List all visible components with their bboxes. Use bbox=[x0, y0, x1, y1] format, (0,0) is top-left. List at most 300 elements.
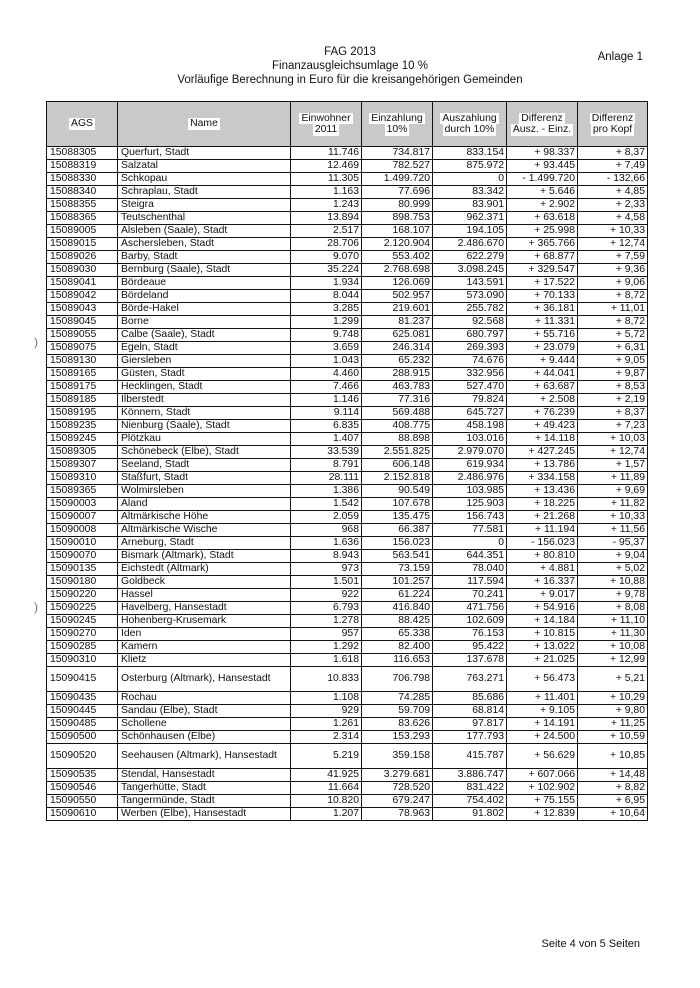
cell-ags: 15089005 bbox=[47, 225, 118, 238]
cell-einwohner: 10.820 bbox=[291, 795, 362, 808]
cell-einwohner: 1.501 bbox=[291, 576, 362, 589]
cell-ags: 15088330 bbox=[47, 173, 118, 186]
cell-name: Stendal, Hansestadt bbox=[118, 769, 291, 782]
cell-einzahlung: 625.081 bbox=[362, 329, 433, 342]
cell-differenz: + 11.194 bbox=[507, 524, 578, 537]
table-row bbox=[47, 394, 648, 407]
cell-einwohner: 6.835 bbox=[291, 420, 362, 433]
table-row bbox=[47, 769, 648, 782]
table-row bbox=[47, 602, 648, 615]
cell-differenz: + 75.155 bbox=[507, 795, 578, 808]
cell-einzahlung: 359.158 bbox=[362, 744, 433, 769]
cell-auszahlung: 622.279 bbox=[433, 251, 507, 264]
table-row bbox=[47, 511, 648, 524]
cell-einwohner: 2.314 bbox=[291, 731, 362, 744]
column-header-differenz: Differenz Ausz. - Einz. bbox=[507, 102, 578, 147]
cell-ags: 15089026 bbox=[47, 251, 118, 264]
column-header-pro-kopf: Differenz pro Kopf bbox=[578, 102, 648, 147]
cell-ags: 15089030 bbox=[47, 264, 118, 277]
table-row bbox=[47, 212, 648, 225]
cell-auszahlung: 644.351 bbox=[433, 550, 507, 563]
cell-pro-kopf: + 8,08 bbox=[578, 602, 648, 615]
cell-differenz: + 49.423 bbox=[507, 420, 578, 433]
cell-ags: 15089075 bbox=[47, 342, 118, 355]
cell-ags: 15090007 bbox=[47, 511, 118, 524]
cell-einzahlung: 219.601 bbox=[362, 303, 433, 316]
cell-pro-kopf: + 10,33 bbox=[578, 225, 648, 238]
scan-mark-parenthesis: ) bbox=[34, 335, 38, 349]
cell-auszahlung: 95.422 bbox=[433, 641, 507, 654]
cell-auszahlung: 875.972 bbox=[433, 160, 507, 173]
cell-pro-kopf: + 9,80 bbox=[578, 705, 648, 718]
cell-differenz: + 70.133 bbox=[507, 290, 578, 303]
cell-name: Sandau (Elbe), Stadt bbox=[118, 705, 291, 718]
cell-name: Börde-Hakel bbox=[118, 303, 291, 316]
cell-name: Barby, Stadt bbox=[118, 251, 291, 264]
cell-einwohner: 13.894 bbox=[291, 212, 362, 225]
table-row bbox=[47, 199, 648, 212]
cell-differenz: + 63.687 bbox=[507, 381, 578, 394]
cell-name: Egeln, Stadt bbox=[118, 342, 291, 355]
cell-einzahlung: 83.626 bbox=[362, 718, 433, 731]
cell-einzahlung: 2.120.904 bbox=[362, 238, 433, 251]
cell-name: Staßfurt, Stadt bbox=[118, 472, 291, 485]
cell-differenz: + 9.444 bbox=[507, 355, 578, 368]
cell-auszahlung: 102.609 bbox=[433, 615, 507, 628]
cell-name: Werben (Elbe), Hansestadt bbox=[118, 808, 291, 821]
cell-pro-kopf: + 7,59 bbox=[578, 251, 648, 264]
cell-pro-kopf: + 11,01 bbox=[578, 303, 648, 316]
cell-pro-kopf: + 10,85 bbox=[578, 744, 648, 769]
cell-auszahlung: 78.040 bbox=[433, 563, 507, 576]
table-row bbox=[47, 563, 648, 576]
cell-einwohner: 1.261 bbox=[291, 718, 362, 731]
table-row bbox=[47, 368, 648, 381]
cell-einzahlung: 782.527 bbox=[362, 160, 433, 173]
cell-differenz: + 21.268 bbox=[507, 511, 578, 524]
table-row bbox=[47, 667, 648, 692]
cell-auszahlung: 137.678 bbox=[433, 654, 507, 667]
cell-ags: 15090415 bbox=[47, 667, 118, 692]
cell-auszahlung: 619.934 bbox=[433, 459, 507, 472]
cell-name: Hecklingen, Stadt bbox=[118, 381, 291, 394]
cell-einzahlung: 2.768.698 bbox=[362, 264, 433, 277]
cell-einwohner: 11.746 bbox=[291, 147, 362, 160]
table-row bbox=[47, 472, 648, 485]
cell-pro-kopf: + 8,72 bbox=[578, 316, 648, 329]
cell-ags: 15090180 bbox=[47, 576, 118, 589]
cell-differenz: + 56.629 bbox=[507, 744, 578, 769]
cell-auszahlung: 0 bbox=[433, 537, 507, 550]
cell-ags: 15089041 bbox=[47, 277, 118, 290]
cell-differenz: + 21.025 bbox=[507, 654, 578, 667]
cell-name: Bördeland bbox=[118, 290, 291, 303]
cell-auszahlung: 415.787 bbox=[433, 744, 507, 769]
cell-pro-kopf: + 8,82 bbox=[578, 782, 648, 795]
cell-auszahlung: 0 bbox=[433, 173, 507, 186]
table-row bbox=[47, 459, 648, 472]
cell-pro-kopf: + 9,69 bbox=[578, 485, 648, 498]
cell-pro-kopf: + 10,03 bbox=[578, 433, 648, 446]
cell-ags: 15089195 bbox=[47, 407, 118, 420]
cell-ags: 15089310 bbox=[47, 472, 118, 485]
cell-pro-kopf: + 4,58 bbox=[578, 212, 648, 225]
cell-ags: 15090270 bbox=[47, 628, 118, 641]
cell-ags: 15090285 bbox=[47, 641, 118, 654]
cell-auszahlung: 143.591 bbox=[433, 277, 507, 290]
cell-einwohner: 1.108 bbox=[291, 692, 362, 705]
cell-name: Steigra bbox=[118, 199, 291, 212]
cell-einzahlung: 77.696 bbox=[362, 186, 433, 199]
cell-differenz: + 334.158 bbox=[507, 472, 578, 485]
cell-auszahlung: 70.241 bbox=[433, 589, 507, 602]
cell-pro-kopf: + 11,30 bbox=[578, 628, 648, 641]
cell-differenz: + 25.998 bbox=[507, 225, 578, 238]
cell-pro-kopf: + 6,95 bbox=[578, 795, 648, 808]
cell-einwohner: 33.539 bbox=[291, 446, 362, 459]
cell-pro-kopf: + 10,88 bbox=[578, 576, 648, 589]
table-row bbox=[47, 808, 648, 821]
cell-name: Aland bbox=[118, 498, 291, 511]
table-row bbox=[47, 692, 648, 705]
table-row bbox=[47, 277, 648, 290]
cell-name: Goldbeck bbox=[118, 576, 291, 589]
cell-differenz: + 13.022 bbox=[507, 641, 578, 654]
cell-name: Plötzkau bbox=[118, 433, 291, 446]
cell-auszahlung: 2.979.070 bbox=[433, 446, 507, 459]
cell-auszahlung: 103.016 bbox=[433, 433, 507, 446]
cell-einzahlung: 606.148 bbox=[362, 459, 433, 472]
cell-name: Schönhausen (Elbe) bbox=[118, 731, 291, 744]
cell-einzahlung: 2.152.818 bbox=[362, 472, 433, 485]
cell-auszahlung: 91.802 bbox=[433, 808, 507, 821]
cell-einzahlung: 135.475 bbox=[362, 511, 433, 524]
cell-name: Salzatal bbox=[118, 160, 291, 173]
cell-einzahlung: 288.915 bbox=[362, 368, 433, 381]
cell-differenz: + 93.445 bbox=[507, 160, 578, 173]
cell-ags: 15089043 bbox=[47, 303, 118, 316]
cell-ags: 15090225 bbox=[47, 602, 118, 615]
cell-differenz: + 11.331 bbox=[507, 316, 578, 329]
column-header-einzahlung: Einzahlung 10% bbox=[362, 102, 433, 147]
cell-ags: 15090003 bbox=[47, 498, 118, 511]
cell-name: Schraplau, Stadt bbox=[118, 186, 291, 199]
cell-einzahlung: 408.775 bbox=[362, 420, 433, 433]
cell-einzahlung: 3.279.681 bbox=[362, 769, 433, 782]
table-row bbox=[47, 381, 648, 394]
cell-differenz: + 427.245 bbox=[507, 446, 578, 459]
cell-einwohner: 35.224 bbox=[291, 264, 362, 277]
table-row bbox=[47, 316, 648, 329]
column-header-ags: AGS bbox=[47, 102, 118, 147]
cell-pro-kopf: + 2,19 bbox=[578, 394, 648, 407]
cell-auszahlung: 573.090 bbox=[433, 290, 507, 303]
cell-einzahlung: 88.898 bbox=[362, 433, 433, 446]
cell-pro-kopf: + 6,31 bbox=[578, 342, 648, 355]
cell-einzahlung: 88.425 bbox=[362, 615, 433, 628]
cell-ags: 15090610 bbox=[47, 808, 118, 821]
cell-ags: 15090550 bbox=[47, 795, 118, 808]
table-row bbox=[47, 407, 648, 420]
table-row bbox=[47, 589, 648, 602]
cell-auszahlung: 332.956 bbox=[433, 368, 507, 381]
column-header-auszahlung: Auszahlung durch 10% bbox=[433, 102, 507, 147]
cell-differenz: + 9.105 bbox=[507, 705, 578, 718]
cell-ags: 15089245 bbox=[47, 433, 118, 446]
cell-ags: 15090485 bbox=[47, 718, 118, 731]
cell-ags: 15089042 bbox=[47, 290, 118, 303]
cell-auszahlung: 92.568 bbox=[433, 316, 507, 329]
cell-name: Bismark (Altmark), Stadt bbox=[118, 550, 291, 563]
cell-name: Querfurt, Stadt bbox=[118, 147, 291, 160]
scan-mark-parenthesis: ) bbox=[34, 600, 38, 614]
cell-differenz: + 24.500 bbox=[507, 731, 578, 744]
cell-pro-kopf: - 95,37 bbox=[578, 537, 648, 550]
cell-einzahlung: 168.107 bbox=[362, 225, 433, 238]
cell-pro-kopf: + 8,37 bbox=[578, 407, 648, 420]
cell-differenz: + 10.815 bbox=[507, 628, 578, 641]
cell-einzahlung: 502.957 bbox=[362, 290, 433, 303]
cell-name: Hohenberg-Krusemark bbox=[118, 615, 291, 628]
cell-einwohner: 2.059 bbox=[291, 511, 362, 524]
cell-ags: 15088319 bbox=[47, 160, 118, 173]
table-row bbox=[47, 446, 648, 459]
cell-einwohner: 3.659 bbox=[291, 342, 362, 355]
cell-einwohner: 1.146 bbox=[291, 394, 362, 407]
cell-pro-kopf: + 14,48 bbox=[578, 769, 648, 782]
cell-einzahlung: 116.653 bbox=[362, 654, 433, 667]
cell-name: Schkopau bbox=[118, 173, 291, 186]
table-row bbox=[47, 576, 648, 589]
table-row bbox=[47, 744, 648, 769]
cell-name: Tangerhütte, Stadt bbox=[118, 782, 291, 795]
cell-einwohner: 1.243 bbox=[291, 199, 362, 212]
cell-auszahlung: 2.486.976 bbox=[433, 472, 507, 485]
cell-einzahlung: 563.541 bbox=[362, 550, 433, 563]
cell-einwohner: 6.793 bbox=[291, 602, 362, 615]
cell-einzahlung: 73.159 bbox=[362, 563, 433, 576]
cell-pro-kopf: + 11,10 bbox=[578, 615, 648, 628]
cell-name: Rochau bbox=[118, 692, 291, 705]
cell-differenz: + 14.118 bbox=[507, 433, 578, 446]
cell-name: Kamern bbox=[118, 641, 291, 654]
cell-ags: 15090445 bbox=[47, 705, 118, 718]
cell-einzahlung: 82.400 bbox=[362, 641, 433, 654]
cell-einzahlung: 59.709 bbox=[362, 705, 433, 718]
cell-einzahlung: 463.783 bbox=[362, 381, 433, 394]
cell-auszahlung: 527.470 bbox=[433, 381, 507, 394]
cell-einzahlung: 77.316 bbox=[362, 394, 433, 407]
cell-einzahlung: 553.402 bbox=[362, 251, 433, 264]
cell-pro-kopf: + 10,33 bbox=[578, 511, 648, 524]
cell-einzahlung: 416.840 bbox=[362, 602, 433, 615]
cell-pro-kopf: + 12,74 bbox=[578, 446, 648, 459]
table-row bbox=[47, 186, 648, 199]
cell-name: Seehausen (Altmark), Hansestadt bbox=[118, 744, 291, 769]
table-row bbox=[47, 251, 648, 264]
cell-einwohner: 9.070 bbox=[291, 251, 362, 264]
cell-einwohner: 1.292 bbox=[291, 641, 362, 654]
cell-differenz: + 5.646 bbox=[507, 186, 578, 199]
cell-auszahlung: 269.393 bbox=[433, 342, 507, 355]
cell-differenz: + 102.902 bbox=[507, 782, 578, 795]
cell-ags: 15088355 bbox=[47, 199, 118, 212]
cell-pro-kopf: + 5,72 bbox=[578, 329, 648, 342]
cell-name: Aschersleben, Stadt bbox=[118, 238, 291, 251]
cell-pro-kopf: + 9,06 bbox=[578, 277, 648, 290]
cell-einwohner: 1.618 bbox=[291, 654, 362, 667]
cell-einwohner: 1.407 bbox=[291, 433, 362, 446]
cell-name: Könnern, Stadt bbox=[118, 407, 291, 420]
finanzausgleich-table bbox=[46, 101, 648, 821]
cell-ags: 15090008 bbox=[47, 524, 118, 537]
table-row bbox=[47, 550, 648, 563]
cell-einzahlung: 126.069 bbox=[362, 277, 433, 290]
cell-auszahlung: 680.797 bbox=[433, 329, 507, 342]
cell-auszahlung: 962.371 bbox=[433, 212, 507, 225]
cell-name: Teutschenthal bbox=[118, 212, 291, 225]
cell-differenz: + 63.618 bbox=[507, 212, 578, 225]
cell-auszahlung: 255.782 bbox=[433, 303, 507, 316]
cell-ags: 15089130 bbox=[47, 355, 118, 368]
title-umlage: Finanzausgleichsumlage 10 % bbox=[272, 60, 428, 72]
cell-ags: 15090520 bbox=[47, 744, 118, 769]
cell-einzahlung: 61.224 bbox=[362, 589, 433, 602]
table-row bbox=[47, 795, 648, 808]
cell-auszahlung: 3.098.245 bbox=[433, 264, 507, 277]
cell-name: Tangermünde, Stadt bbox=[118, 795, 291, 808]
title-description: Vorläufige Berechnung in Euro für die kreisangehörigen Gemeinden bbox=[177, 74, 523, 86]
cell-name: Klietz bbox=[118, 654, 291, 667]
table-row bbox=[47, 342, 648, 355]
cell-differenz: + 11.401 bbox=[507, 692, 578, 705]
cell-ags: 15089305 bbox=[47, 446, 118, 459]
cell-auszahlung: 645.727 bbox=[433, 407, 507, 420]
cell-name: Osterburg (Altmark), Hansestadt bbox=[118, 667, 291, 692]
cell-differenz: + 329.547 bbox=[507, 264, 578, 277]
cell-einzahlung: 569.488 bbox=[362, 407, 433, 420]
table-row bbox=[47, 290, 648, 303]
cell-differenz: + 9.017 bbox=[507, 589, 578, 602]
cell-pro-kopf: + 11,56 bbox=[578, 524, 648, 537]
cell-auszahlung: 83.901 bbox=[433, 199, 507, 212]
table-row bbox=[47, 238, 648, 251]
cell-einwohner: 7.466 bbox=[291, 381, 362, 394]
cell-pro-kopf: + 9,78 bbox=[578, 589, 648, 602]
cell-ags: 15089165 bbox=[47, 368, 118, 381]
cell-pro-kopf: + 11,82 bbox=[578, 498, 648, 511]
cell-ags: 15089015 bbox=[47, 238, 118, 251]
cell-einwohner: 1.299 bbox=[291, 316, 362, 329]
cell-einzahlung: 728.520 bbox=[362, 782, 433, 795]
cell-differenz: + 4.881 bbox=[507, 563, 578, 576]
cell-pro-kopf: + 2,33 bbox=[578, 199, 648, 212]
cell-einzahlung: 107.678 bbox=[362, 498, 433, 511]
cell-einzahlung: 66.387 bbox=[362, 524, 433, 537]
cell-name: Nienburg (Saale), Stadt bbox=[118, 420, 291, 433]
cell-differenz: + 55.716 bbox=[507, 329, 578, 342]
cell-einzahlung: 1.499.720 bbox=[362, 173, 433, 186]
cell-einzahlung: 706.798 bbox=[362, 667, 433, 692]
cell-differenz: + 12.839 bbox=[507, 808, 578, 821]
cell-ags: 15089307 bbox=[47, 459, 118, 472]
cell-einwohner: 973 bbox=[291, 563, 362, 576]
cell-einwohner: 929 bbox=[291, 705, 362, 718]
cell-einzahlung: 90.549 bbox=[362, 485, 433, 498]
cell-ags: 15089175 bbox=[47, 381, 118, 394]
cell-pro-kopf: + 10,64 bbox=[578, 808, 648, 821]
cell-differenz: + 14.191 bbox=[507, 718, 578, 731]
cell-pro-kopf: + 10,29 bbox=[578, 692, 648, 705]
cell-auszahlung: 83.342 bbox=[433, 186, 507, 199]
cell-einwohner: 11.305 bbox=[291, 173, 362, 186]
cell-auszahlung: 76.153 bbox=[433, 628, 507, 641]
cell-einwohner: 1.278 bbox=[291, 615, 362, 628]
cell-name: Altmärkische Höhe bbox=[118, 511, 291, 524]
cell-ags: 15090435 bbox=[47, 692, 118, 705]
cell-auszahlung: 68.814 bbox=[433, 705, 507, 718]
table-row bbox=[47, 485, 648, 498]
cell-einwohner: 9.748 bbox=[291, 329, 362, 342]
cell-einzahlung: 2.551.825 bbox=[362, 446, 433, 459]
cell-auszahlung: 458.198 bbox=[433, 420, 507, 433]
cell-einwohner: 1.043 bbox=[291, 355, 362, 368]
cell-name: Eichstedt (Altmark) bbox=[118, 563, 291, 576]
cell-einwohner: 10.833 bbox=[291, 667, 362, 692]
table-row bbox=[47, 303, 648, 316]
cell-differenz: + 365.766 bbox=[507, 238, 578, 251]
cell-auszahlung: 74.676 bbox=[433, 355, 507, 368]
cell-pro-kopf: + 8,53 bbox=[578, 381, 648, 394]
table-header-row bbox=[47, 102, 648, 147]
cell-pro-kopf: + 8,72 bbox=[578, 290, 648, 303]
cell-einwohner: 1.636 bbox=[291, 537, 362, 550]
cell-pro-kopf: + 9,36 bbox=[578, 264, 648, 277]
table-row bbox=[47, 524, 648, 537]
table-row bbox=[47, 147, 648, 160]
cell-differenz: + 16.337 bbox=[507, 576, 578, 589]
table-row bbox=[47, 537, 648, 550]
cell-pro-kopf: + 5,02 bbox=[578, 563, 648, 576]
cell-einzahlung: 156.023 bbox=[362, 537, 433, 550]
cell-differenz: + 98.337 bbox=[507, 147, 578, 160]
cell-differenz: + 13.786 bbox=[507, 459, 578, 472]
table-row bbox=[47, 355, 648, 368]
cell-einzahlung: 80.999 bbox=[362, 199, 433, 212]
table-row bbox=[47, 654, 648, 667]
cell-name: Alsleben (Saale), Stadt bbox=[118, 225, 291, 238]
cell-einwohner: 3.285 bbox=[291, 303, 362, 316]
cell-auszahlung: 3.886.747 bbox=[433, 769, 507, 782]
cell-name: Bördeaue bbox=[118, 277, 291, 290]
cell-name: Hassel bbox=[118, 589, 291, 602]
cell-name: Borne bbox=[118, 316, 291, 329]
table-row bbox=[47, 160, 648, 173]
cell-einwohner: 11.664 bbox=[291, 782, 362, 795]
table-row bbox=[47, 498, 648, 511]
cell-ags: 15088305 bbox=[47, 147, 118, 160]
cell-ags: 15090500 bbox=[47, 731, 118, 744]
table-row bbox=[47, 628, 648, 641]
cell-differenz: + 36.181 bbox=[507, 303, 578, 316]
cell-einwohner: 28.706 bbox=[291, 238, 362, 251]
cell-name: Iden bbox=[118, 628, 291, 641]
cell-auszahlung: 177.793 bbox=[433, 731, 507, 744]
cell-differenz: + 56.473 bbox=[507, 667, 578, 692]
cell-einzahlung: 734.817 bbox=[362, 147, 433, 160]
annex-label: Anlage 1 bbox=[597, 51, 643, 63]
cell-einwohner: 12.469 bbox=[291, 160, 362, 173]
